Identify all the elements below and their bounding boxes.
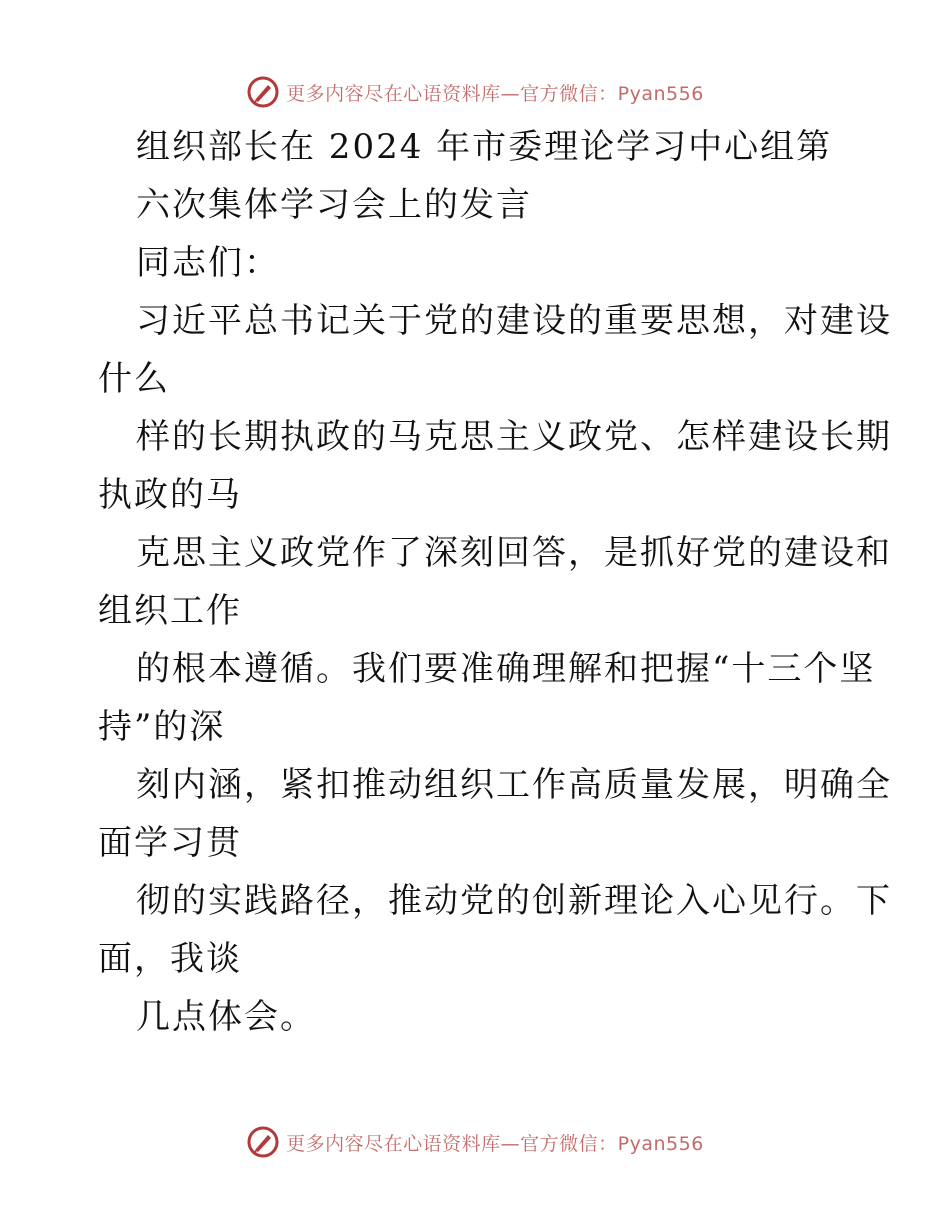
watermark-text: 更多内容尽在心语资料库—官方微信：Pyan556	[286, 1132, 704, 1155]
text-line: 习近平总书记关于党的建设的重要思想，对建设	[136, 301, 892, 341]
footer-watermark	[0, 1120, 950, 1164]
text-line: 组织部长在 2024 年市委理论学习中心组第	[136, 127, 833, 167]
text-line: 六次集体学习会上的发言	[136, 185, 532, 225]
pen-logo-icon	[246, 1125, 280, 1159]
text-line: 组织工作	[98, 591, 242, 631]
pen-logo-icon	[246, 75, 280, 109]
text-line: 持”的深	[98, 707, 226, 747]
text-line: 面，我谈	[98, 939, 242, 979]
text-line: 克思主义政党作了深刻回答，是抓好党的建设和	[136, 533, 892, 573]
text-line: 的根本遵循。我们要准确理解和把握“十三个坚	[136, 649, 876, 689]
text-line: 样的长期执政的马克思主义政党、怎样建设长期	[136, 417, 892, 457]
text-line: 什么	[98, 359, 170, 399]
text-line: 面学习贯	[98, 823, 242, 863]
text-line: 刻内涵，紧扣推动组织工作高质量发展，明确全	[136, 765, 892, 805]
header-watermark	[0, 70, 950, 114]
document-body	[98, 118, 892, 1046]
text-line: 几点体会。	[136, 997, 316, 1037]
text-line: 执政的马	[98, 475, 242, 515]
text-line: 同志们：	[136, 243, 280, 283]
watermark-text: 更多内容尽在心语资料库—官方微信：Pyan556	[286, 82, 704, 105]
text-line: 彻的实践路径，推动党的创新理论入心见行。下	[136, 881, 892, 921]
